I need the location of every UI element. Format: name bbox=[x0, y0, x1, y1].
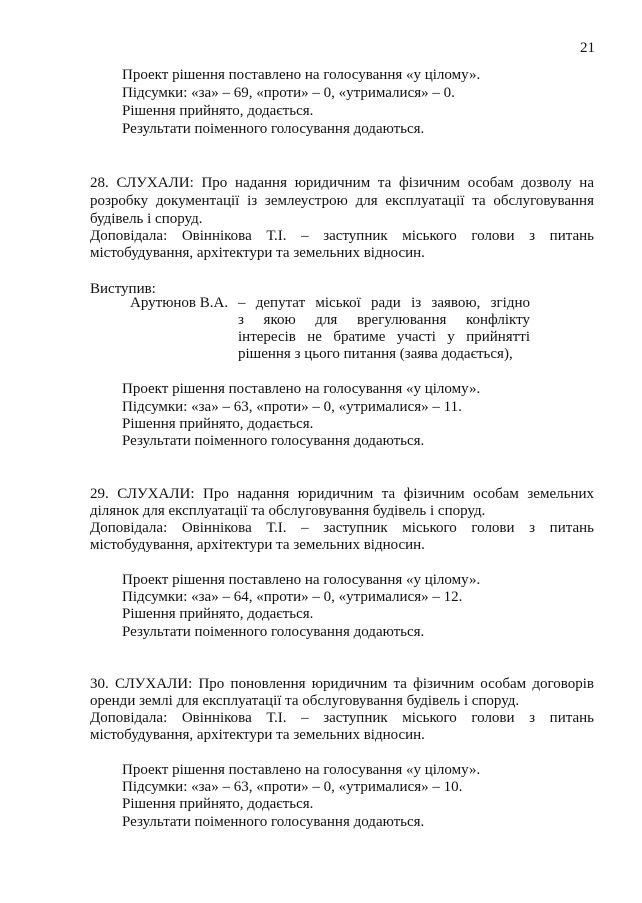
speaker-line: Доповідала: Овіннікова Т.І. – заступник міського голови з питань bbox=[90, 710, 594, 726]
vote-results: Підсумки: «за» – 63, «проти» – 0, «утрималися» – 10. bbox=[122, 779, 463, 795]
decision-text: Рішення прийнято, додається. bbox=[122, 796, 314, 812]
speaker-line: містобудування, архітектури та земельних відносин. bbox=[90, 537, 425, 553]
vote-text: Проект рішення поставлено на голосування «у цілому». bbox=[122, 381, 481, 397]
speaker-line: містобудування, архітектури та земельних відносин. bbox=[90, 245, 425, 261]
speech-line: – депутат міської ради із заявою, згідно bbox=[238, 295, 530, 311]
speech-line: інтересів не братиме участі у прийнятті bbox=[238, 329, 530, 345]
attachment-note: Результати поіменного голосування додаються. bbox=[122, 814, 425, 830]
vote-text: Проект рішення поставлено на голосування «у цілому». bbox=[122, 67, 481, 83]
speaker-name: Арутюнов В.А. bbox=[130, 295, 229, 311]
attachment-note: Результати поіменного голосування додаються. bbox=[122, 121, 425, 137]
item-heading-line: 28. СЛУХАЛИ: Про надання юридичним та фізичним особам дозволу на bbox=[90, 175, 594, 191]
attachment-note: Результати поіменного голосування додаються. bbox=[122, 433, 425, 449]
item-heading-line: оренди землі для експлуатації та обслуговування будівель і споруд. bbox=[90, 693, 520, 709]
decision-text: Рішення прийнято, додається. bbox=[122, 103, 314, 119]
speech-line: рішення з цього питання (заява додається), bbox=[238, 346, 513, 362]
speech-line: з якою для врегулювання конфлікту bbox=[238, 312, 530, 328]
vote-text: Проект рішення поставлено на голосування «у цілому». bbox=[122, 762, 481, 778]
item-heading-line: будівель і споруд. bbox=[90, 211, 203, 227]
speaker-line: Доповідала: Овіннікова Т.І. – заступник міського голови з питань bbox=[90, 228, 594, 244]
vote-results: Підсумки: «за» – 69, «проти» – 0, «утрималися» – 0. bbox=[122, 85, 455, 101]
attachment-note: Результати поіменного голосування додаються. bbox=[122, 624, 425, 640]
decision-text: Рішення прийнято, додається. bbox=[122, 416, 314, 432]
page-number: 21 bbox=[580, 40, 595, 56]
speaker-line: містобудування, архітектури та земельних відносин. bbox=[90, 727, 425, 743]
speaker-line: Доповідала: Овіннікова Т.І. – заступник міського голови з питань bbox=[90, 520, 594, 536]
item-heading-line: ділянок для експлуатації та обслуговування будівель і споруд. bbox=[90, 503, 486, 519]
decision-text: Рішення прийнято, додається. bbox=[122, 606, 314, 622]
item-heading-line: розробку документації із землеустрою для експлуатації та обслуговування bbox=[90, 193, 594, 209]
spoke-label: Виступив: bbox=[90, 281, 156, 297]
item-heading-line: 29. СЛУХАЛИ: Про надання юридичним та фізичним особам земельних bbox=[90, 486, 594, 502]
item-heading-line: 30. СЛУХАЛИ: Про поновлення юридичним та фізичним особам договорів bbox=[90, 676, 594, 692]
vote-results: Підсумки: «за» – 63, «проти» – 0, «утрималися» – 11. bbox=[122, 399, 462, 415]
vote-text: Проект рішення поставлено на голосування «у цілому». bbox=[122, 572, 481, 588]
vote-results: Підсумки: «за» – 64, «проти» – 0, «утрималися» – 12. bbox=[122, 589, 463, 605]
